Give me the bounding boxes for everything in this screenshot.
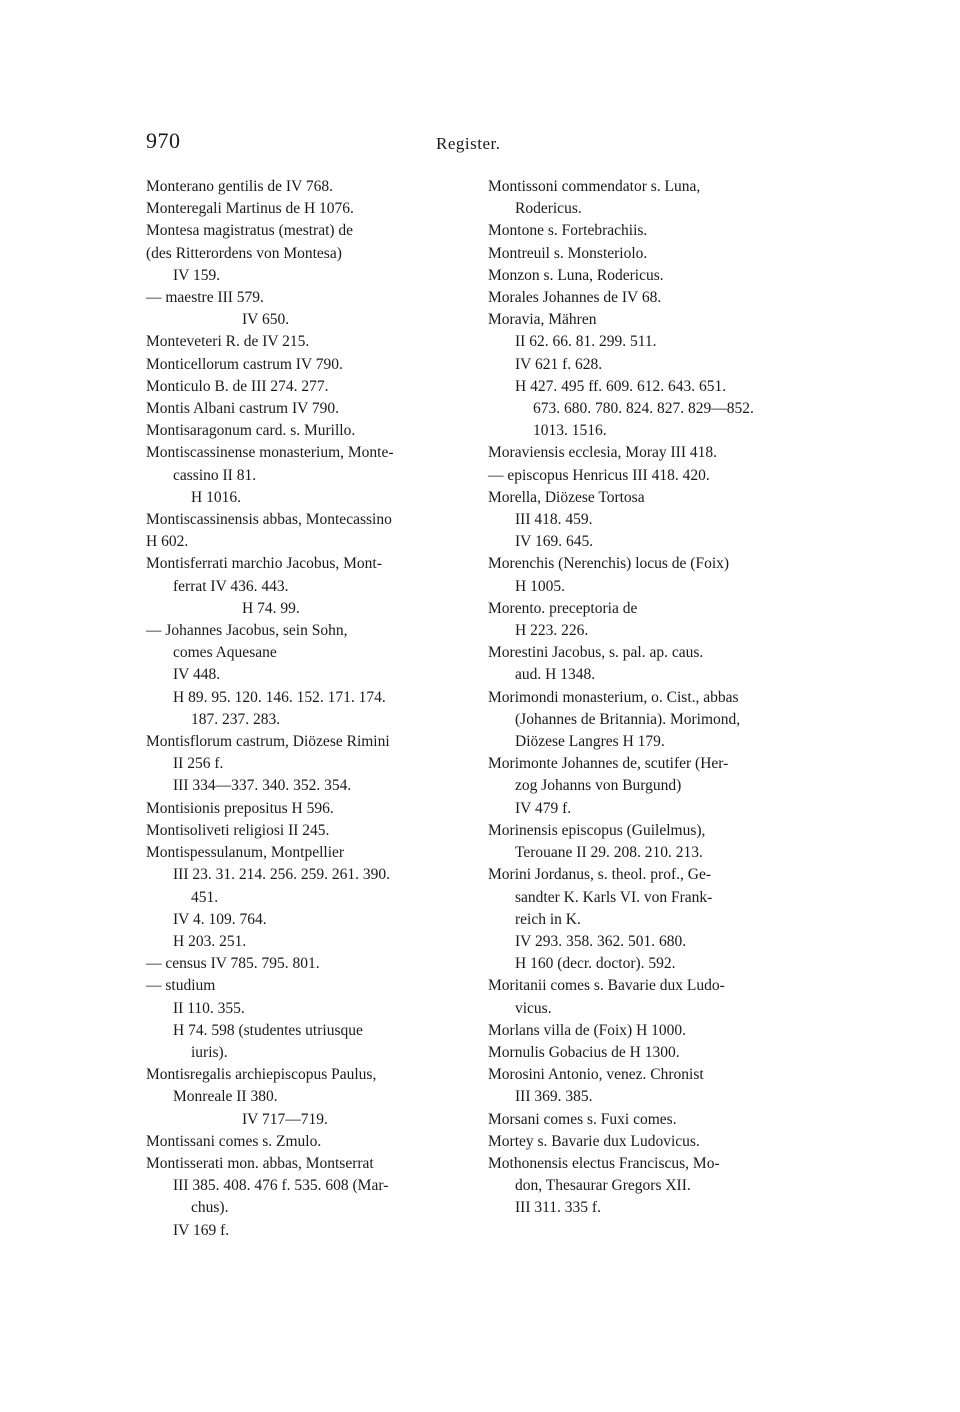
index-entry-line: Morenchis (Nerenchis) locus de (Foix): [488, 555, 730, 573]
index-entry-line: Morini Jordanus, s. theol. prof., Ge-: [488, 866, 711, 884]
index-entry-line: Montisoliveti religiosi II 245.: [146, 821, 330, 839]
index-entry-line: Montisflorum castrum, Diözese Rimini: [146, 733, 390, 751]
index-entry-line: Morlans villa de (Foix) H 1000.: [488, 1021, 687, 1039]
index-entry-line: Moritanii comes s. Bavarie dux Ludo-: [488, 977, 725, 995]
index-entry-line: Morsani comes s. Fuxi comes.: [488, 1110, 677, 1128]
index-entry-line: II 62. 66. 81. 299. 511.: [515, 333, 657, 351]
index-entry-line: Montisferrati marchio Jacobus, Mont-: [146, 555, 382, 573]
index-entry-line: 673. 680. 780. 824. 827. 829—852.: [533, 400, 754, 418]
index-entry-line: Morento. preceptoria de: [488, 599, 638, 617]
index-entry-line: Montisaragonum card. s. Murillo.: [146, 422, 356, 440]
index-entry-line: Montis Albani castrum IV 790.: [146, 400, 340, 418]
index-entry-line: H 1016.: [191, 488, 241, 506]
index-entry-line: IV 650.: [242, 311, 290, 329]
index-entry-line: iuris).: [191, 1043, 228, 1061]
index-entry-line: zog Johanns von Burgund): [515, 777, 682, 795]
index-entry-line: Montreuil s. Monsteriolo.: [488, 244, 648, 262]
index-entry-line: II 110. 355.: [173, 999, 245, 1017]
index-entry-line: Mothonensis electus Franciscus, Mo-: [488, 1154, 720, 1172]
index-entry-line: don, Thesaurar Gregors XII.: [515, 1177, 691, 1195]
index-entry-line: Monreale II 380.: [173, 1088, 278, 1106]
index-entry-line: H 74. 598 (studentes utriusque: [173, 1021, 363, 1039]
index-entry-line: IV 621 f. 628.: [515, 355, 603, 373]
index-entry-line: Montispessulanum, Montpellier: [146, 844, 345, 862]
index-entry-line: H 89. 95. 120. 146. 152. 171. 174.: [173, 688, 386, 706]
index-entry-line: Montiscassinense monasterium, Monte-: [146, 444, 394, 462]
index-entry-line: Rodericus.: [515, 200, 582, 218]
index-entry-line: III 418. 459.: [515, 511, 593, 529]
index-entry-line: Terouane II 29. 208. 210. 213.: [515, 844, 703, 862]
index-entry-line: Monteregali Martinus de H 1076.: [146, 200, 354, 218]
index-entry-line: (Johannes de Britannia). Morimond,: [515, 710, 741, 728]
index-entry-line: Monterano gentilis de IV 768.: [146, 178, 333, 195]
index-entry-line: III 334—337. 340. 352. 354.: [173, 777, 352, 795]
index-entry-line: Montisserati mon. abbas, Montserrat: [146, 1154, 374, 1172]
index-entry-line: — maestre III 579.: [146, 289, 264, 307]
index-entry-line: Montissoni commendator s. Luna,: [488, 178, 701, 195]
index-entry-line: Montisregalis archiepiscopus Paulus,: [146, 1066, 377, 1084]
index-entry-line: Monzon s. Luna, Rodericus.: [488, 266, 664, 284]
index-entry-line: Montissani comes s. Zmulo.: [146, 1132, 322, 1150]
index-entry-line: III 385. 408. 476 f. 535. 608 (Mar-: [173, 1177, 389, 1195]
index-entry-line: Moraviensis ecclesia, Moray III 418.: [488, 444, 717, 462]
index-entry-line: ferrat IV 436. 443.: [173, 577, 289, 595]
index-entry-line: Diözese Langres H 179.: [515, 733, 665, 751]
index-entry-line: III 311. 335 f.: [515, 1199, 601, 1217]
index-entry-line: IV 479 f.: [515, 799, 572, 817]
left-index-column: [146, 176, 466, 1242]
index-entry-line: 187. 237. 283.: [191, 710, 281, 728]
index-entry-line: vicus.: [515, 999, 552, 1017]
index-entry-line: cassino II 81.: [173, 466, 257, 484]
index-entry-line: Morestini Jacobus, s. pal. ap. caus.: [488, 644, 704, 662]
page-number: 970: [146, 128, 181, 153]
index-entry-line: IV 717—719.: [242, 1110, 328, 1128]
index-entry-line: III 23. 31. 214. 256. 259. 261. 390.: [173, 866, 390, 884]
index-entry-line: H 223. 226.: [515, 622, 589, 640]
index-entry-line: 451.: [191, 888, 219, 906]
index-entry-line: chus).: [191, 1199, 229, 1217]
index-entry-line: IV 4. 109. 764.: [173, 910, 267, 928]
right-index-column: [488, 176, 808, 1220]
index-entry-line: 1013. 1516.: [533, 422, 607, 440]
index-entry-line: H 160 (decr. doctor). 592.: [515, 955, 676, 973]
index-entry-line: — census IV 785. 795. 801.: [146, 955, 320, 973]
index-entry-line: Montone s. Fortebrachiis.: [488, 222, 648, 240]
index-entry-line: IV 169. 645.: [515, 533, 594, 551]
index-entry-line: Moravia, Mähren: [488, 311, 597, 329]
index-entry-line: Morosini Antonio, venez. Chronist: [488, 1066, 704, 1084]
index-entry-line: — Johannes Jacobus, sein Sohn,: [146, 622, 348, 640]
index-entry-line: III 369. 385.: [515, 1088, 593, 1106]
index-entry-line: H 427. 495 ff. 609. 612. 643. 651.: [515, 377, 727, 395]
index-entry-line: aud. H 1348.: [515, 666, 596, 684]
index-entry-line: Morella, Diözese Tortosa: [488, 488, 645, 506]
index-entry-line: Morales Johannes de IV 68.: [488, 289, 662, 307]
index-entry-line: II 256 f.: [173, 755, 224, 773]
index-entry-line: H 203. 251.: [173, 932, 247, 950]
index-entry-line: Mornulis Gobacius de H 1300.: [488, 1043, 680, 1061]
index-entry-line: Monticulo B. de III 274. 277.: [146, 377, 329, 395]
index-entry-line: Mortey s. Bavarie dux Ludovicus.: [488, 1132, 700, 1150]
index-entry-line: Monticellorum castrum IV 790.: [146, 355, 343, 373]
index-entry-line: IV 159.: [173, 266, 221, 284]
index-entry-line: Montiscassinensis abbas, Montecassino: [146, 511, 392, 529]
index-entry-line: IV 448.: [173, 666, 221, 684]
index-entry-line: Montisionis prepositus H 596.: [146, 799, 334, 817]
index-entry-line: sandter K. Karls VI. von Frank-: [515, 888, 713, 906]
index-entry-line: H 602.: [146, 533, 189, 551]
index-entry-line: Monteveteri R. de IV 215.: [146, 333, 310, 351]
index-entry-line: H 1005.: [515, 577, 565, 595]
index-entry-line: H 74. 99.: [242, 599, 300, 617]
index-entry-line: Montesa magistratus (mestrat) de: [146, 222, 354, 240]
index-entry-line: Morimonte Johannes de, scutifer (Her-: [488, 755, 729, 773]
index-entry-line: — studium: [146, 977, 216, 995]
index-entry-line: comes Aquesane: [173, 644, 277, 662]
index-entry-line: Morimondi monasterium, o. Cist., abbas: [488, 688, 739, 706]
index-entry-line: reich in K.: [515, 910, 581, 928]
index-entry-line: (des Ritterordens von Montesa): [146, 244, 342, 262]
index-entry-line: Morinensis episcopus (Guilelmus),: [488, 821, 706, 839]
index-entry-line: IV 293. 358. 362. 501. 680.: [515, 932, 687, 950]
index-entry-line: IV 169 f.: [173, 1221, 230, 1239]
running-head: Register.: [436, 134, 501, 153]
index-entry-line: — episcopus Henricus III 418. 420.: [488, 466, 710, 484]
